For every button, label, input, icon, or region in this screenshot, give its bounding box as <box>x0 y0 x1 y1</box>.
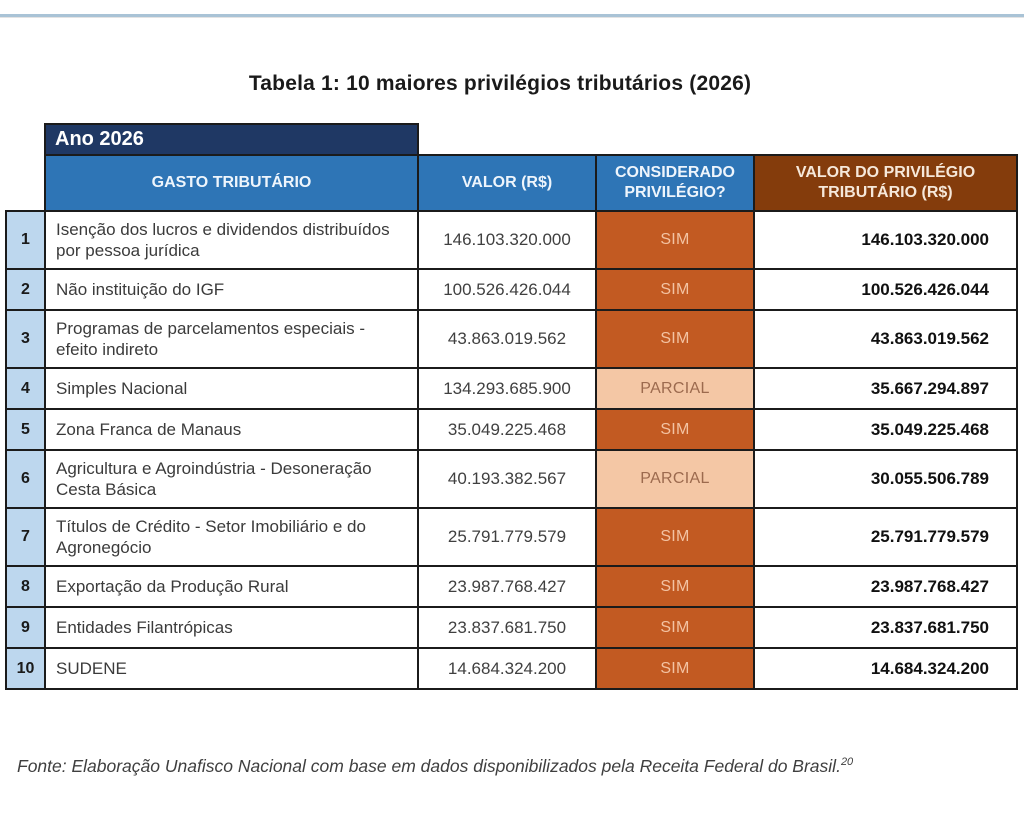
table-row <box>6 566 1017 607</box>
value-cell: 35.049.225.468 <box>418 409 596 450</box>
row-number-cell: 8 <box>6 566 45 607</box>
value-cell: 134.293.685.900 <box>418 368 596 409</box>
value-cell: 100.526.426.044 <box>418 269 596 310</box>
privilege-value-cell: 23.987.768.427 <box>754 566 1017 607</box>
expense-name-cell: Simples Nacional <box>45 368 418 409</box>
expense-name-cell: Agricultura e Agroindústria - Desoneração Cesta Básica <box>45 450 418 508</box>
col-header-valor-privilegio: VALOR DO PRIVILÉGIO TRIBUTÁRIO (R$) <box>754 155 1017 211</box>
table-row <box>6 310 1017 368</box>
expense-name-cell: Exportação da Produção Rural <box>45 566 418 607</box>
year-banner-row <box>6 124 1017 155</box>
table-row <box>6 368 1017 409</box>
footnote-ref: 20 <box>840 756 854 769</box>
top-rule-divider <box>0 14 1024 18</box>
privilege-value-cell: 14.684.324.200 <box>754 648 1017 689</box>
value-cell: 25.791.779.579 <box>418 508 596 566</box>
row-number-cell: 3 <box>6 310 45 368</box>
col-header-considerado: CONSIDERADO PRIVILÉGIO? <box>596 155 754 211</box>
source-note-text: Fonte: Elaboração Unafisco Nacional com base em dados disponibilizados pela Receita Federal do Brasil. <box>17 756 841 776</box>
expense-name-cell: Isenção dos lucros e dividendos distribuídos por pessoa jurídica <box>45 211 418 269</box>
row-number-cell: 7 <box>6 508 45 566</box>
privilege-flag-cell: SIM <box>596 211 754 269</box>
privilege-value-cell: 35.667.294.897 <box>754 368 1017 409</box>
expense-name-cell: Não instituição do IGF <box>45 269 418 310</box>
expense-name-cell: Programas de parcelamentos especiais - efeito indireto <box>45 310 418 368</box>
row-number-cell: 10 <box>6 648 45 689</box>
table-row <box>6 211 1017 269</box>
privilege-flag-cell: SIM <box>596 269 754 310</box>
privilege-flag-cell: SIM <box>596 310 754 368</box>
expense-name-cell: Títulos de Crédito - Setor Imobiliário e do Agronegócio <box>45 508 418 566</box>
privilege-flag-cell: PARCIAL <box>596 368 754 409</box>
table-row <box>6 409 1017 450</box>
source-note <box>17 756 853 777</box>
table-row <box>6 450 1017 508</box>
tax-table <box>5 123 1018 690</box>
table-row <box>6 648 1017 689</box>
table-title: Tabela 1: 10 maiores privilégios tributários (2026) <box>248 72 752 95</box>
row-number-cell: 2 <box>6 269 45 310</box>
privilege-flag-cell: SIM <box>596 508 754 566</box>
expense-name-cell: Entidades Filantrópicas <box>45 607 418 648</box>
col-header-valor: VALOR (R$) <box>418 155 596 211</box>
privilege-flag-cell: SIM <box>596 409 754 450</box>
privilege-flag-cell: SIM <box>596 566 754 607</box>
expense-name-cell: Zona Franca de Manaus <box>45 409 418 450</box>
privilege-value-cell: 100.526.426.044 <box>754 269 1017 310</box>
privilege-flag-cell: PARCIAL <box>596 450 754 508</box>
table-row <box>6 607 1017 648</box>
value-cell: 23.987.768.427 <box>418 566 596 607</box>
value-cell: 43.863.019.562 <box>418 310 596 368</box>
value-cell: 14.684.324.200 <box>418 648 596 689</box>
privilege-value-cell: 43.863.019.562 <box>754 310 1017 368</box>
row-number-cell: 6 <box>6 450 45 508</box>
row-number-cell: 4 <box>6 368 45 409</box>
privilege-value-cell: 25.791.779.579 <box>754 508 1017 566</box>
value-cell: 146.103.320.000 <box>418 211 596 269</box>
header-row <box>6 155 1017 211</box>
row-number-cell: 9 <box>6 607 45 648</box>
value-cell: 23.837.681.750 <box>418 607 596 648</box>
table-row <box>6 508 1017 566</box>
privilege-value-cell: 30.055.506.789 <box>754 450 1017 508</box>
privilege-flag-cell: SIM <box>596 607 754 648</box>
row-number-cell: 1 <box>6 211 45 269</box>
year-banner: Ano 2026 <box>45 124 418 155</box>
privilege-value-cell: 35.049.225.468 <box>754 409 1017 450</box>
privilege-value-cell: 146.103.320.000 <box>754 211 1017 269</box>
privilege-flag-cell: SIM <box>596 648 754 689</box>
expense-name-cell: SUDENE <box>45 648 418 689</box>
value-cell: 40.193.382.567 <box>418 450 596 508</box>
privilege-value-cell: 23.837.681.750 <box>754 607 1017 648</box>
col-header-gasto: GASTO TRIBUTÁRIO <box>45 155 418 211</box>
table-row <box>6 269 1017 310</box>
row-number-cell: 5 <box>6 409 45 450</box>
